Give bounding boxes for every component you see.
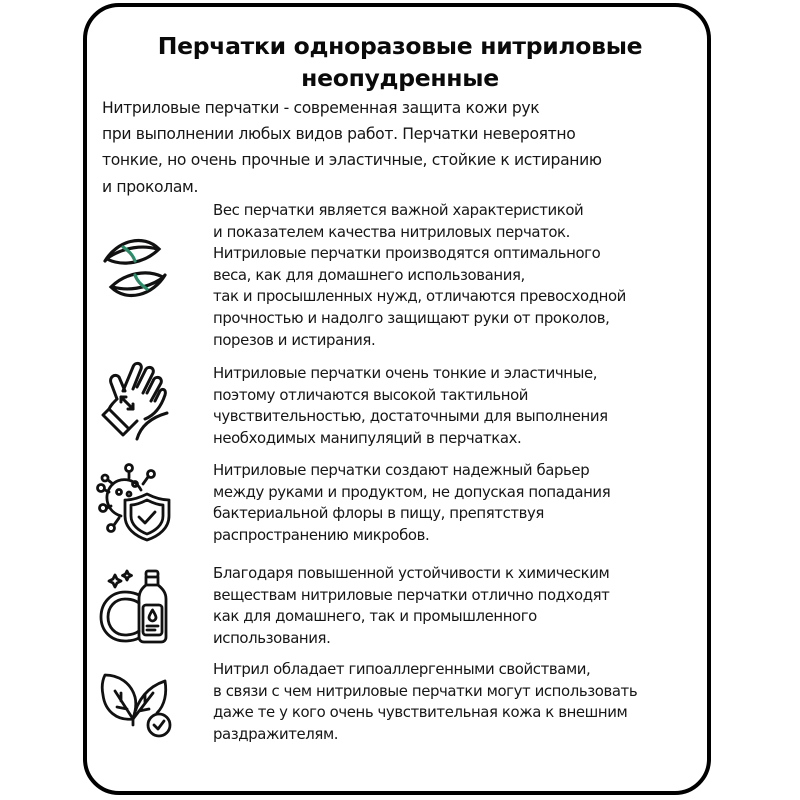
intro-line: при выполнении любых видов работ. Перчатки невероятно	[102, 125, 576, 144]
intro-line: Нитриловые перчатки - современная защита кожи рук	[102, 99, 540, 117]
leaves-weight-icon	[95, 227, 175, 307]
intro-line: и проколам.	[102, 177, 199, 196]
page-title	[83, 30, 717, 94]
feature-line: как для домашнего, так и промышленного	[213, 607, 537, 626]
title-line-2: неопудренные	[301, 64, 499, 92]
feature-line: так и просышленных нужд, отличаются превосходной	[213, 287, 626, 306]
feature-text	[213, 200, 703, 351]
feature-line: Нитриловые перчатки создают надежный барьер	[213, 461, 590, 479]
feature-line: прочностью и надолго защищают руки от проколов,	[213, 308, 610, 327]
feature-text	[213, 363, 703, 449]
feature-line: Нитрил обладает гипоаллергенными свойствами,	[213, 660, 591, 678]
intro-line: тонкие, но очень прочные и эластичные, стойкие к истиранию	[102, 151, 602, 170]
feature-line: веса, как для домашнего использования,	[213, 265, 525, 284]
feature-line: чувствительностью, достаточными для выполнения	[213, 407, 608, 426]
feature-line: даже те у кого очень чувствительная кожа к внешним	[213, 703, 628, 722]
feature-text	[213, 460, 703, 546]
feature-line: использования.	[213, 628, 331, 647]
feature-line: Вес перчатки является важной характеристикой	[213, 201, 584, 219]
feature-line: Нитриловые перчатки очень тонкие и эластичные,	[213, 364, 598, 382]
feature-text	[213, 563, 703, 649]
glove-hand-stretch-icon	[95, 357, 175, 437]
title-line-1: Перчатки одноразовые нитриловые	[157, 32, 643, 60]
feature-line: между руками и продуктом, не допуская попадания	[213, 482, 611, 501]
feature-line: распространению микробов.	[213, 525, 430, 544]
feature-text	[213, 659, 703, 745]
feature-line: поэтому отличаются высокой тактильной	[213, 385, 529, 404]
virus-shield-icon	[95, 462, 175, 542]
feature-line: веществам нитриловые перчатки отлично подходят	[213, 585, 610, 604]
feature-line: порезов и истирания.	[213, 330, 376, 349]
feature-line: раздражителям.	[213, 724, 339, 743]
feature-line: бактериальной флоры в пищу, препятствуя	[213, 504, 544, 523]
hypoallergenic-leaves-icon	[95, 661, 175, 741]
dish-detergent-icon	[95, 565, 175, 645]
feature-line: Благодаря повышенной устойчивости к химическим	[213, 564, 610, 582]
intro-paragraph	[102, 95, 702, 200]
feature-line: и показателем качества нитриловых перчаток.	[213, 222, 570, 241]
feature-line: Нитриловые перчатки производятся оптимального	[213, 244, 601, 263]
feature-line: в связи с чем нитриловые перчатки могут использовать	[213, 681, 638, 700]
feature-line: необходимых манипуляций в перчатках.	[213, 428, 522, 447]
